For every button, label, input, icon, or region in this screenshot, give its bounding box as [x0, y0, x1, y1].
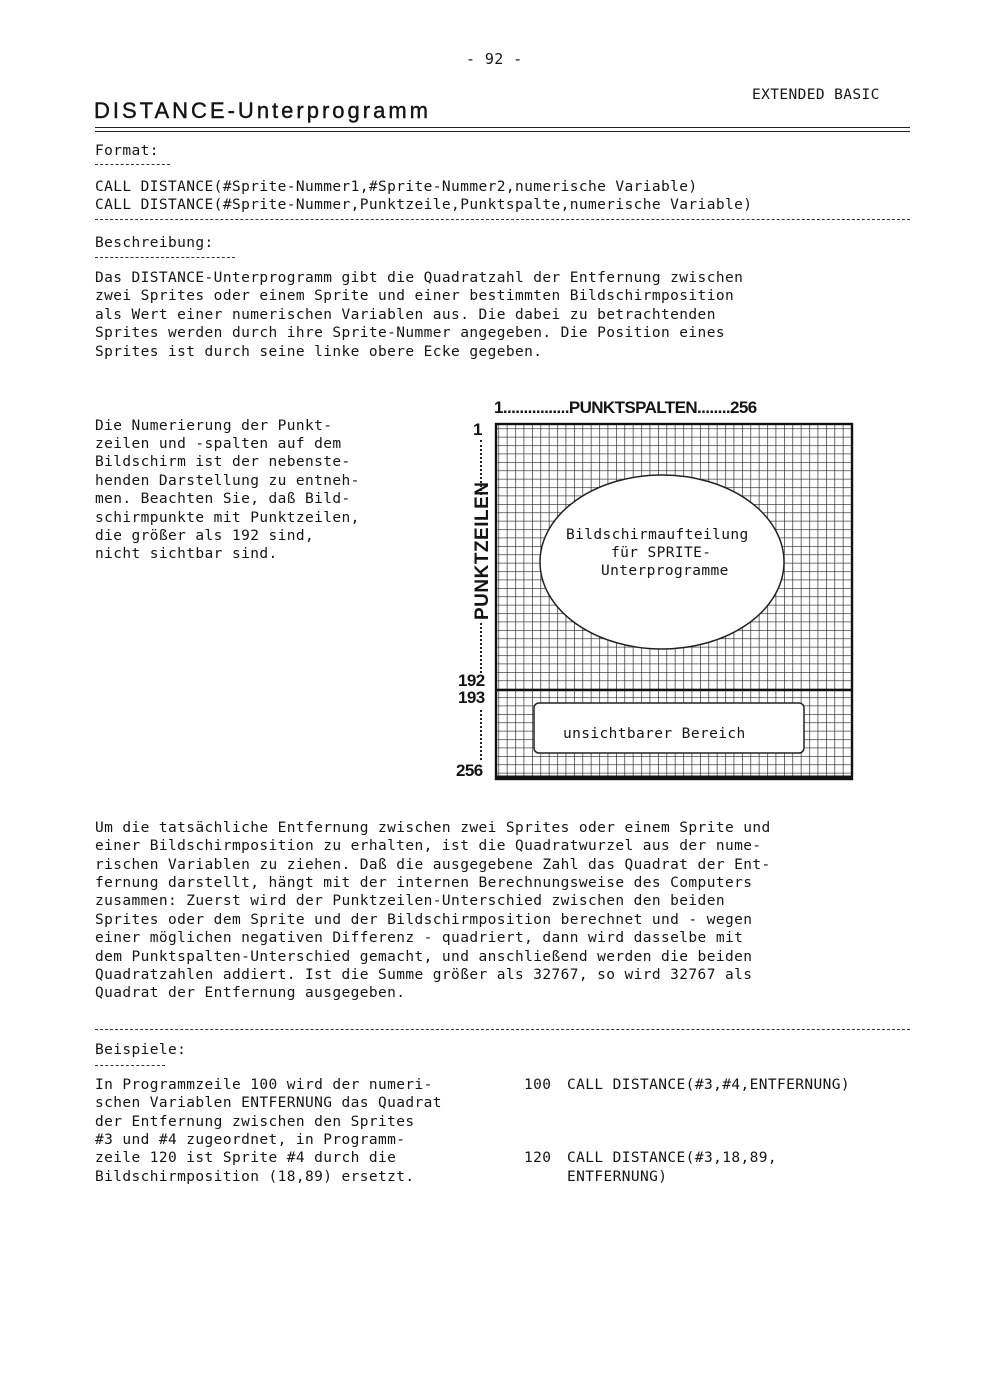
code-line-number-100: 100: [524, 1077, 552, 1093]
diagram-bottom-text: unsichtbarer Bereich: [563, 726, 746, 742]
code-line-120: CALL DISTANCE(#3,18,89,: [567, 1150, 777, 1166]
side-note-line-1: Die Numerierung der Punkt-: [95, 418, 333, 434]
format-line-1: CALL DISTANCE(#Sprite-Nummer1,#Sprite-Nummer2,numerische Variable): [95, 179, 698, 195]
format-label: Format:: [95, 143, 159, 159]
explanation-line-7: einer möglichen negativen Differenz - quadriert, dann wird dasselbe mit: [95, 930, 744, 946]
title-double-rule: [95, 127, 910, 132]
book-section: EXTENDED BASIC: [752, 87, 880, 103]
side-note-line-7: die größer als 192 sind,: [95, 528, 315, 544]
description-line-2: zwei Sprites oder einem Sprite und einer bestimmten Bildschirmposition: [95, 288, 735, 304]
examples-text-line-3: der Entfernung zwischen den Sprites: [95, 1114, 415, 1130]
explanation-line-8: dem Punktspalten-Unterschied gemacht, und anschließend werden die beiden: [95, 949, 753, 965]
code-line-120-continued: ENTFERNUNG): [567, 1169, 668, 1185]
diagram-top-label: 1................PUNKTSPALTEN........256: [494, 398, 757, 417]
explanation-line-6: Sprites oder dem Sprite und der Bildschirmposition berechnet und - wegen: [95, 912, 753, 928]
explanation-line-9: Quadratzahlen addiert. Ist die Summe größer als 32767, so wird 32767 als: [95, 967, 753, 983]
examples-rule: [95, 1029, 910, 1030]
description-label: Beschreibung:: [95, 235, 214, 251]
description-line-3: als Wert einer numerischen Variablen aus. Die dabei zu betrachtenden: [95, 307, 716, 323]
description-label-underline: [95, 257, 235, 258]
format-label-underline: [95, 164, 170, 165]
explanation-line-3: rischen Variablen zu ziehen. Daß die ausgegebene Zahl das Quadrat der Ent-: [95, 857, 771, 873]
examples-label: Beispiele:: [95, 1042, 187, 1058]
explanation-line-2: einer Bildschirmposition zu erhalten, ist die Quadratwurzel aus der nume-: [95, 838, 762, 854]
diagram-row-start: 1: [473, 420, 482, 439]
format-rule: [95, 219, 910, 220]
diagram-center-line-1: Bildschirmaufteilung: [566, 527, 749, 543]
side-note-line-5: men. Beachten Sie, daß Bild-: [95, 491, 351, 507]
examples-label-underline: [95, 1065, 165, 1066]
examples-text-line-6: Bildschirmposition (18,89) ersetzt.: [95, 1169, 415, 1185]
diagram-center-line-3: Unterprogramme: [601, 563, 729, 579]
examples-text-line-2: schen Variablen ENTFERNUNG das Quadrat: [95, 1095, 442, 1111]
description-line-1: Das DISTANCE-Unterprogramm gibt die Quadratzahl der Entfernung zwischen: [95, 270, 744, 286]
diagram-row-193: 193: [458, 688, 485, 707]
format-line-2: CALL DISTANCE(#Sprite-Nummer,Punktzeile,Punktspalte,numerische Variable): [95, 197, 753, 213]
diagram-side-dots-bottom: [480, 623, 482, 673]
side-note-line-3: Bildschirm ist der nebenste-: [95, 454, 351, 470]
description-line-5: Sprites ist durch seine linke obere Ecke gegeben.: [95, 344, 543, 360]
explanation-line-4: fernung darstellt, hängt mit der internen Berechnungsweise des Computers: [95, 875, 753, 891]
diagram-side-label: PUNKTZEILEN: [472, 481, 493, 620]
side-note-line-6: schirmpunkte mit Punktzeilen,: [95, 510, 360, 526]
examples-text-line-5: zeile 120 ist Sprite #4 durch die: [95, 1150, 397, 1166]
explanation-line-5: zusammen: Zuerst wird der Punktzeilen-Unterschied zwischen den beiden: [95, 893, 725, 909]
diagram-row-256: 256: [456, 761, 483, 780]
page-title: DISTANCE-Unterprogramm: [94, 98, 431, 123]
examples-text-line-4: #3 und #4 zugeordnet, in Programm-: [95, 1132, 406, 1148]
explanation-line-1: Um die tatsächliche Entfernung zwischen zwei Sprites oder einem Sprite und: [95, 820, 771, 836]
diagram-side-dots-lower: [480, 710, 482, 760]
side-note-line-8: nicht sichtbar sind.: [95, 546, 278, 562]
code-line-100: CALL DISTANCE(#3,#4,ENTFERNUNG): [567, 1077, 851, 1093]
side-note-line-2: zeilen und -spalten auf dem: [95, 436, 342, 452]
side-note-line-4: henden Darstellung zu entneh-: [95, 473, 360, 489]
page-number: - 92 -: [466, 50, 523, 68]
examples-text-line-1: In Programmzeile 100 wird der numeri-: [95, 1077, 433, 1093]
diagram-row-192: 192: [458, 671, 485, 690]
explanation-line-10: Quadrat der Entfernung ausgegeben.: [95, 985, 406, 1001]
description-line-4: Sprites werden durch ihre Sprite-Nummer angegeben. Die Position eines: [95, 325, 725, 341]
code-line-number-120: 120: [524, 1150, 552, 1166]
diagram-center-line-2: für SPRITE-: [611, 545, 712, 561]
